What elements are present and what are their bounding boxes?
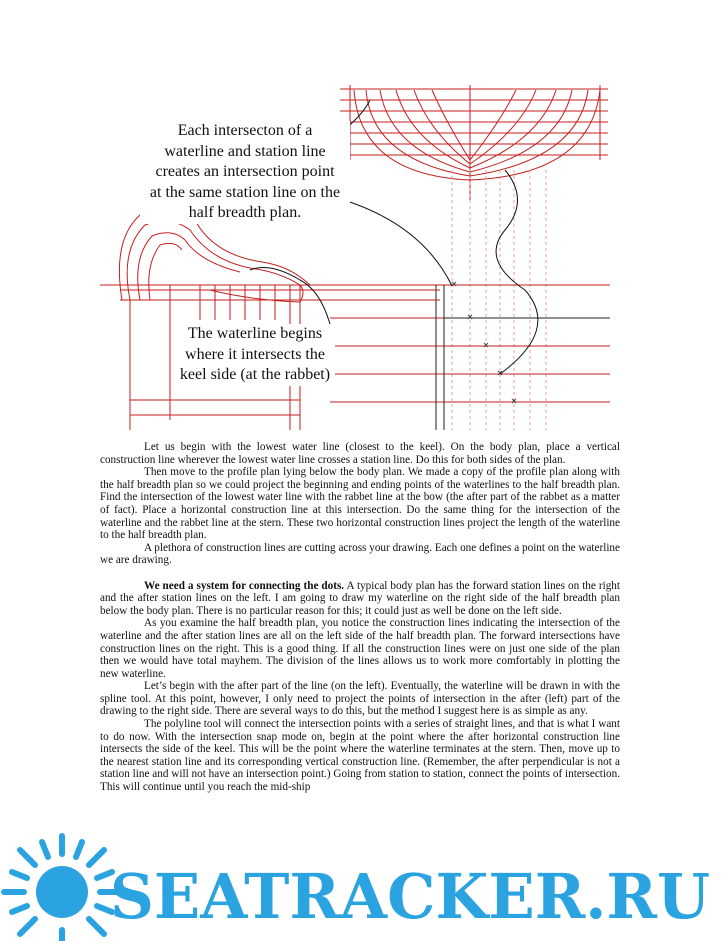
callout-line: The waterline begins — [187, 325, 323, 342]
callout-line: at the same station line on the — [149, 183, 341, 201]
paragraph: Let us begin with the lowest water line (closest to the keel). On the body plan, place a vertical construction line wherever the lowest water line crosses a station line. Do this for both sides of the plan. — [100, 441, 620, 466]
keel-lines — [436, 285, 610, 430]
paragraph: As you examine the half breadth plan, you notice the construction lines indicating the intersection of the waterline and the after station lines are all on the left side of the half breadth plan. The forward intersections have construction lines on the right. This is a good thing. If all the construction lines were on just one side of the plan then we would have total mayhem. The division of the lines allows us to work more comfortably in plotting the new waterline. — [100, 617, 620, 680]
callout-waterline-begins — [175, 324, 335, 386]
profile-plan — [119, 210, 440, 430]
sun-icon — [4, 836, 118, 941]
paragraph: A plethora of construction lines are cutting across your drawing. Each one defines a point on the waterline we are drawing. — [100, 541, 620, 567]
paragraph-lead: We need a system for connecting the dots. — [144, 579, 345, 592]
body-plan — [340, 85, 608, 200]
callout-line: waterline and station line — [164, 142, 326, 160]
paragraph: Let’s begin with the after part of the line (on the left). Eventually, the waterline will be drawn in with the spline tool. At this point, however, I only need to project the points of intersection in the after (left) part of the drawing to the right side. There are several ways to do this, but the method I suggest here is as simple as any. — [100, 680, 620, 718]
watermark — [0, 830, 723, 941]
watermark-text: SEATRACKER.RU — [110, 860, 710, 933]
callout-line: keel side (at the rabbet) — [179, 366, 331, 383]
intersection-points — [452, 282, 516, 403]
paragraph — [100, 580, 620, 618]
callout-line: Each intersecton of a — [177, 122, 313, 139]
body-text — [100, 441, 620, 794]
paragraph: Then move to the profile plan lying below the body plan. We made a copy of the profile plan along with the half breadth plan so we could project the beginning and ending points of the waterlines to the half breadth plan. Find the intersection of the lowest water line with the rabbet line at the bow (the after part of the rabbet as a matter of fact). Place a horizontal construction line at this intersection. Do the same thing for the intersection of the waterline and the rabbet line at the stern. These two horizontal construction lines project the length of the waterline to the half breadth plan. — [100, 466, 620, 542]
callout-line: where it intersects the — [185, 345, 325, 363]
callout-line: half breadth plan. — [188, 204, 302, 221]
paragraph: The polyline tool will connect the intersection points with a series of straight lines, and that is what I want to do now. With the intersection snap mode on, begin at the point where the after horizontal construction line intersects the side of the keel. This will be the point where the waterline terminates at the stern. Then, move up to the nearest station line and its corresponding vertical construction line. (Remember, the after perpendicular is not a station line and will not have an intersection point.) Going from station to station, connect the points of intersection. This will continue until you reach the mid-ship — [100, 718, 620, 794]
callout-intersection — [140, 121, 350, 224]
callout-line: creates an intersection point — [155, 163, 335, 180]
half-breadth-plan-drawing — [0, 0, 723, 440]
paragraph-rest: A typical body plan has the forward station lines on the right and the after station lines on the left. I am going to draw my waterline on the right side of the half breadth plan below the body plan. There is no particular reason for this; it could just as well be done on the left side. — [100, 579, 620, 617]
